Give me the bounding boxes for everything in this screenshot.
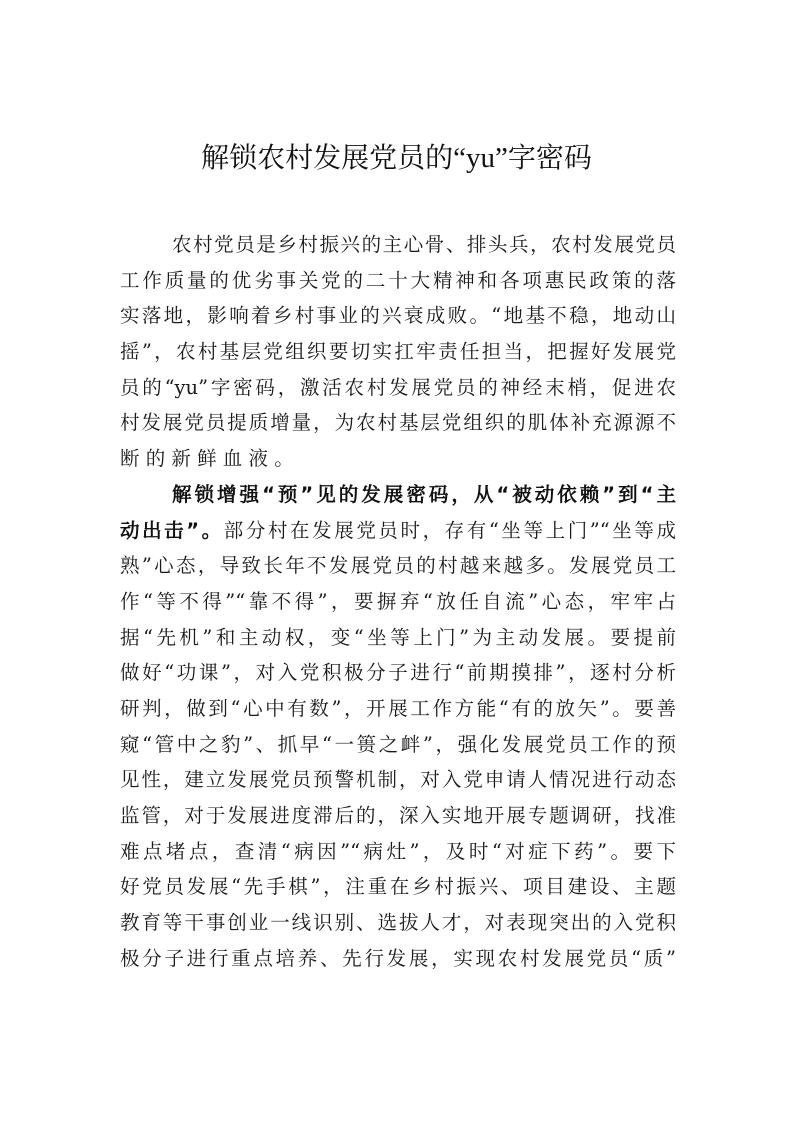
- text-line: 极分子进行重点培养、先行发展，实现农村发展党员“质”: [120, 946, 676, 970]
- text-line: 熟”心态，导致长年不发展党员的村越来越多。发展党员工: [120, 554, 676, 578]
- text-line: 监管，对于发展进度滞后的，深入实地开展专题调研，找准: [120, 804, 676, 827]
- text-line: 难点堵点，查清“病因”“病灶”，及时“对症下药”。要下: [120, 839, 676, 863]
- text-line: 做好“功课”，对入党积极分子进行“前期摸排”，逐村分析: [120, 661, 676, 685]
- text-line: [120, 513, 676, 549]
- text-line: 教育等干事创业一线识别、选拔人才，对表现突出的入党积: [120, 911, 676, 935]
- section-heading-end: 动出击”。: [120, 518, 224, 542]
- text-line: 摇”，农村基层党组织要切实扛牢责任担当，把握好发展党: [120, 340, 676, 364]
- text-line: 工作质量的优劣事关党的二十大精神和各项惠民政策的落: [120, 268, 676, 292]
- text-line: 好党员发展“先手棋”，注重在乡村振兴、项目建设、主题: [120, 875, 676, 899]
- text-line: 实落地，影响着乡村事业的兴衰成败。“地基不稳，地动山: [120, 304, 676, 328]
- text-line: 断的新鲜血液。: [120, 447, 300, 471]
- text-line: 村发展党员提质增量，为农村基层党组织的肌体补充源源不: [120, 411, 676, 435]
- text-line: 窥“管中之豹”、抓早“一篑之衅”，强化发展党员工作的预: [120, 732, 676, 756]
- document-body: [120, 227, 676, 976]
- text-line-rest: 部分村在发展党员时，存有“坐等上门”“坐等成: [223, 518, 676, 542]
- paragraph-intro: [120, 227, 676, 477]
- text-line: 员的“yu”字密码，激活农村发展党员的神经末梢，促进农: [120, 375, 676, 399]
- text-line: 见性，建立发展党员预警机制，对入党申请人情况进行动态: [120, 768, 676, 792]
- text-line: 据“先机”和主动权，变“坐等上门”为主动发展。要提前: [120, 625, 676, 649]
- document-title: [0, 138, 793, 178]
- title-text-after: 字密码: [507, 141, 592, 174]
- text-line: 作“等不得”“靠不得”，要摒弃“放任自流”心态，牢牢占: [120, 589, 676, 613]
- title-text-latin: “yu”: [453, 142, 508, 174]
- section-heading-line: 解锁增强“预”见的发展密码，从“被动依赖”到“主: [172, 482, 676, 506]
- text-line: 农村党员是乡村振兴的主心骨、排头兵，农村发展党员: [172, 233, 676, 256]
- text-line: 研判，做到“心中有数”，开展工作方能“有的放矢”。要善: [120, 696, 676, 720]
- title-text-before: 解锁农村发展党员的: [201, 141, 454, 174]
- paragraph-foresight: [120, 477, 676, 977]
